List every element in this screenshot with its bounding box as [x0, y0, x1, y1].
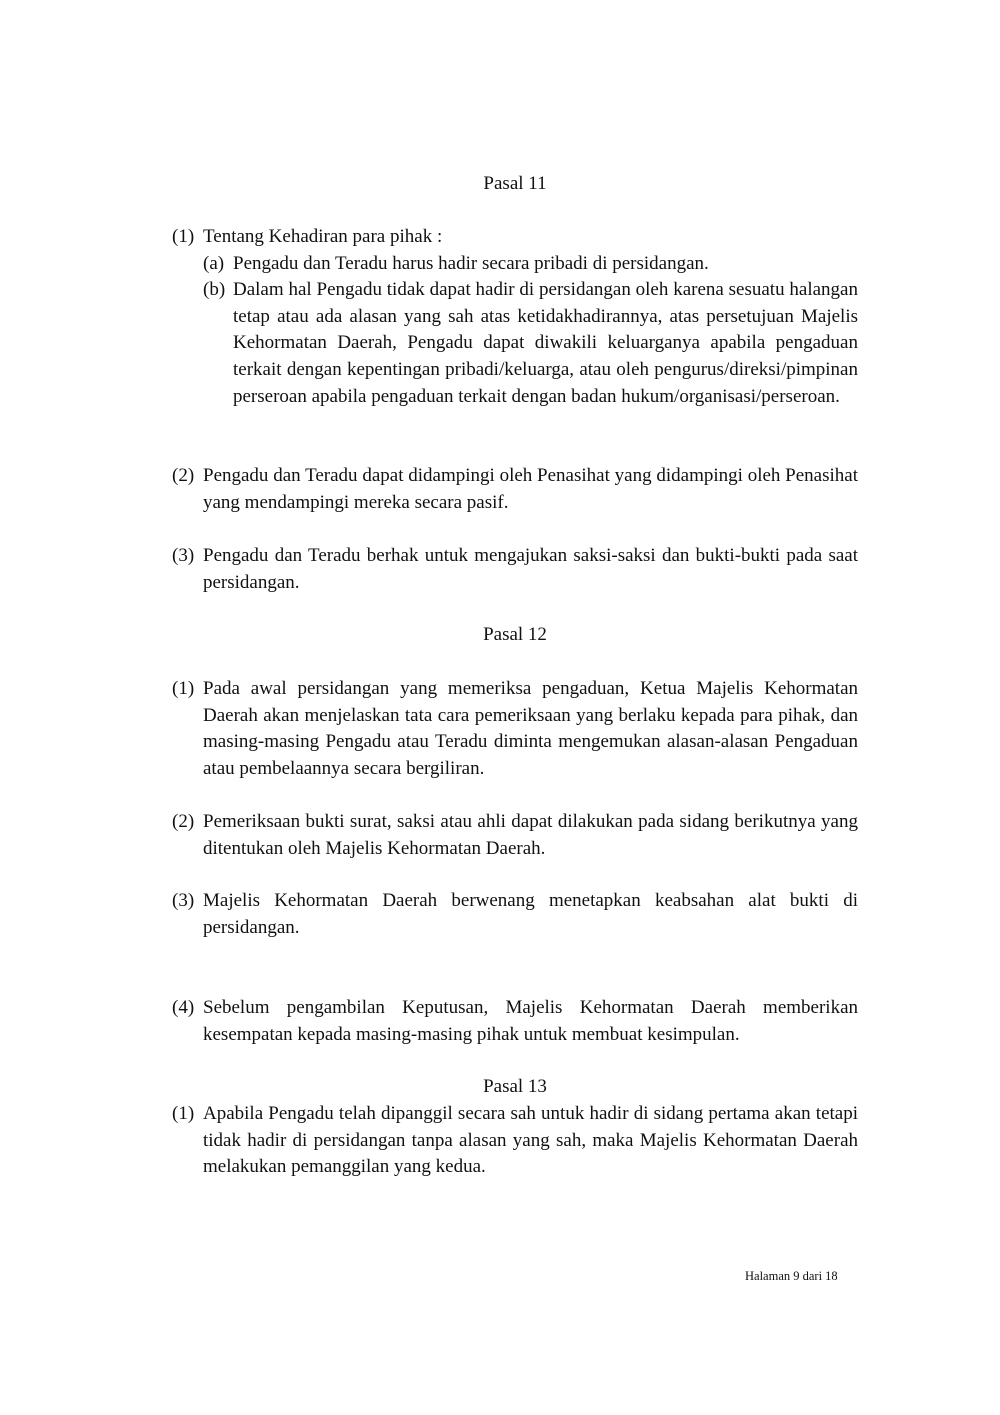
item-text: Majelis Kehormatan Daerah berwenang menetapkan keabsahan alat bukti di persidangan.: [203, 890, 858, 938]
pasal-12-title: Pasal 12: [483, 624, 547, 645]
subitem-text: Dalam hal Pengadu tidak dapat hadir di persidangan oleh karena sesuatu halangan tetap atau ada alasan yang sah atas ketidakhadirannya, atas persetujuan Majelis Kehormatan Daerah, Pengadu dapat diwakili keluarganya apabila pengaduan terkait dengan kepentingan pribadi/keluarga, atau oleh pengurus/direksi/pimpinan perseroan apabila pengaduan terkait dengan badan hukum/organisasi/perseroan.: [233, 279, 858, 407]
item-text: Pengadu dan Teradu berhak untuk mengajukan saksi-saksi dan bukti-bukti pada saat persidangan.: [203, 545, 858, 593]
item-text: Apabila Pengadu telah dipanggil secara sah untuk hadir di sidang pertama akan tetapi tidak hadir di persidangan tanpa alasan yang sah, maka Majelis Kehormatan Daerah melakukan pemanggilan yang kedua.: [203, 1103, 858, 1178]
item-number: (1): [172, 1103, 195, 1124]
item-text: Pengadu dan Teradu dapat didampingi oleh Penasihat yang didampingi oleh Penasihat yang mendampingi mereka secara pasif.: [203, 465, 858, 513]
subitem-text: Pengadu dan Teradu harus hadir secara pribadi di persidangan.: [233, 252, 709, 274]
item-text: Pemeriksaan bukti surat, saksi atau ahli dapat dilakukan pada sidang berikutnya yang ditentukan oleh Majelis Kehormatan Daerah.: [203, 811, 858, 859]
item-number: (3): [172, 890, 195, 911]
item-text: Sebelum pengambilan Keputusan, Majelis Kehormatan Daerah memberikan kesempatan kepada masing-masing pihak untuk membuat kesimpulan.: [203, 997, 858, 1045]
item-number: (1): [172, 226, 195, 247]
page-number-footer: Halaman 9 dari 18: [745, 1269, 838, 1283]
item-text: Tentang Kehadiran para pihak :: [203, 226, 443, 247]
pasal-11-subitem-b: [203, 277, 858, 410]
pasal-13-title: Pasal 13: [483, 1076, 547, 1097]
pasal-12-item-1: [172, 676, 858, 782]
pasal-11-item-2: [172, 463, 858, 516]
pasal-11-item-1: [172, 224, 858, 410]
subitem-letter: (a): [203, 252, 225, 274]
item-number: (3): [172, 545, 195, 566]
item-number: (1): [172, 678, 195, 699]
pasal-11-subitem-a: [203, 251, 858, 278]
pasal-12-item-4: [172, 995, 858, 1048]
item-number: (2): [172, 465, 195, 486]
item-text: Pada awal persidangan yang memeriksa pengaduan, Ketua Majelis Kehormatan Daerah akan menjelaskan tata cara pemeriksaan yang berlaku kepada para pihak, dan masing-masing Pengadu atau Teradu diminta mengemukan alasan-alasan Pengaduan atau pembelaannya secara bergiliran.: [203, 678, 858, 779]
item-number: (2): [172, 811, 195, 832]
pasal-13-item-1: [172, 1101, 858, 1181]
pasal-12-item-3: [172, 888, 858, 941]
subitem-letter: (b): [203, 279, 226, 301]
pasal-12-item-2: [172, 809, 858, 862]
item-number: (4): [172, 997, 195, 1018]
pasal-11-title: Pasal 11: [483, 173, 547, 194]
pasal-11-item-3: [172, 543, 858, 596]
